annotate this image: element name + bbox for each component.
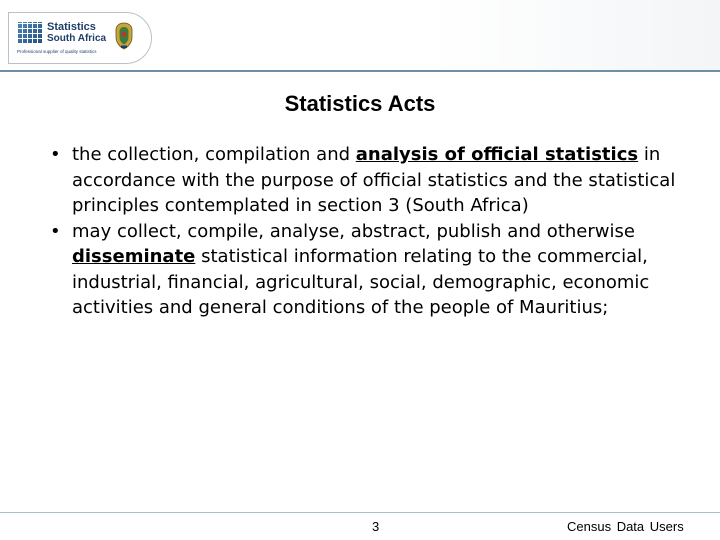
bullet-text-pre: the collection, compilation and (72, 144, 356, 165)
logo-tagline: Professional supplier of quality statistics (17, 49, 97, 54)
bullet-highlight: analysis of official statistics (355, 144, 639, 165)
bullet-marker: • (50, 144, 61, 165)
logo-text-line1: Statistics (47, 21, 96, 33)
bullet-text-post: in accordance with the purpose of official statistics and the statistical principles contemplated in section 3 (South Africa) (72, 144, 676, 216)
bullet-highlight: disseminate (72, 246, 196, 267)
bullet-marker: • (50, 220, 61, 242)
bullet-text-pre: may collect, compile, analyse, abstract, publish and otherwise (72, 220, 635, 242)
bullet-item (50, 219, 690, 321)
footer-text: Census Data Users (567, 519, 684, 534)
bullet-text-post: statistical information relating to the commercial, industrial, financial, agricultural, social, demographic, economic activities and general conditions of the people of Mauritius; (72, 246, 650, 318)
stats-sa-logo (8, 12, 152, 64)
bullet-item (50, 142, 690, 219)
logo-text-line2: South Africa (47, 33, 107, 44)
bullet-list (50, 142, 690, 321)
header-divider (0, 70, 720, 72)
footer-divider (0, 512, 720, 513)
slide-title: Statistics Acts (284, 91, 436, 116)
page-number: 3 (372, 519, 380, 534)
coat-of-arms-icon (112, 21, 136, 51)
logo-grid-icon (17, 22, 43, 44)
